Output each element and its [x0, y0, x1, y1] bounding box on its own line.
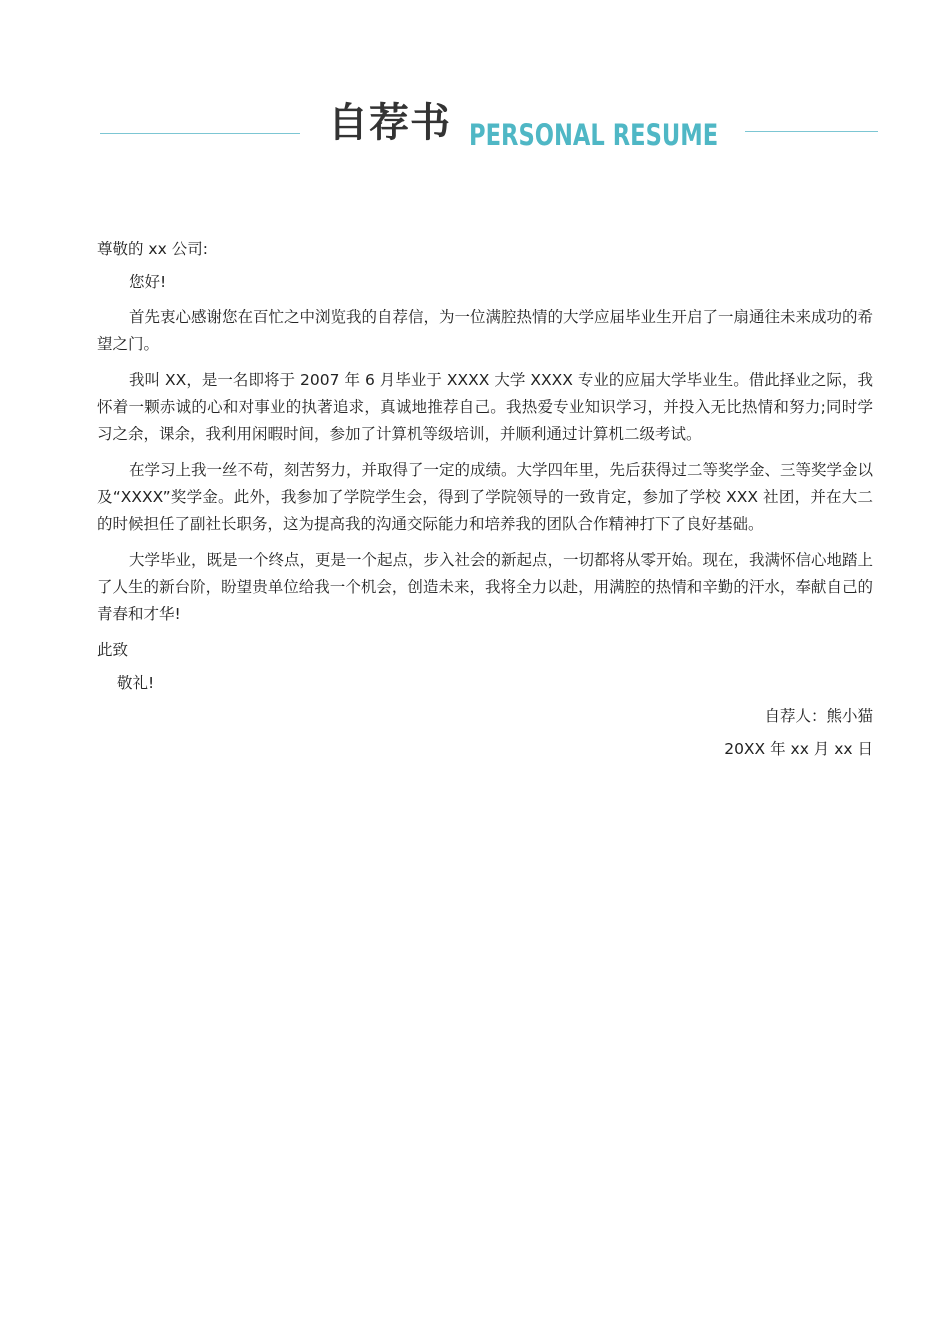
header-right-rule	[745, 131, 878, 132]
letter-signature: 自荐人：熊小猫	[764, 707, 873, 725]
letter-paragraph-2: 我叫 XX，是一名即将于 2007 年 6 月毕业于 XXXX 大学 XXXX 专业的应届大学毕业生。借此择业之际，我怀着一颗赤诚的心和对事业的执著追求，真诚地推荐自己。我热爱专业知识学习，并投入无比热情和努力;同时学习之余，课余，我利用闲暇时间，参加了计算机等级培训，并顺利通过计算机二级考试。	[97, 371, 873, 443]
letter-regards: 敬礼!	[117, 674, 155, 692]
letter-hello: 您好!	[129, 273, 167, 291]
title-chinese: 自荐书	[328, 100, 451, 146]
header-left-rule	[100, 133, 300, 134]
letter-closing: 此致	[97, 641, 129, 659]
title-english: PERSONAL RESUME	[469, 118, 719, 152]
letter-date: 20XX 年 xx 月 xx 日	[724, 740, 873, 758]
letter-paragraph-3: 在学习上我一丝不苟，刻苦努力，并取得了一定的成绩。大学四年里，先后获得过二等奖学金、三等奖学金以及“XXXX”奖学金。此外，我参加了学院学生会，得到了学院领导的一致肯定，参加了学校 XXX 社团，并在大二的时候担任了副社长职务，这为提高我的沟通交际能力和培养我的团队合作精神打下了良好基础。	[97, 461, 874, 533]
letter-paragraph-4: 大学毕业，既是一个终点，更是一个起点，步入社会的新起点，一切都将从零开始。现在，我满怀信心地踏上了人生的新台阶，盼望贵单位给我一个机会，创造未来，我将全力以赴，用满腔的热情和辛勤的汗水，奉献自己的青春和才华!	[97, 551, 874, 623]
letter-body	[97, 236, 873, 769]
header	[0, 95, 950, 165]
letter-greeting: 尊敬的 xx 公司:	[97, 240, 208, 258]
letter-paragraph-1: 首先衷心感谢您在百忙之中浏览我的自荐信，为一位满腔热情的大学应届毕业生开启了一扇通往未来成功的希望之门。	[97, 308, 874, 353]
